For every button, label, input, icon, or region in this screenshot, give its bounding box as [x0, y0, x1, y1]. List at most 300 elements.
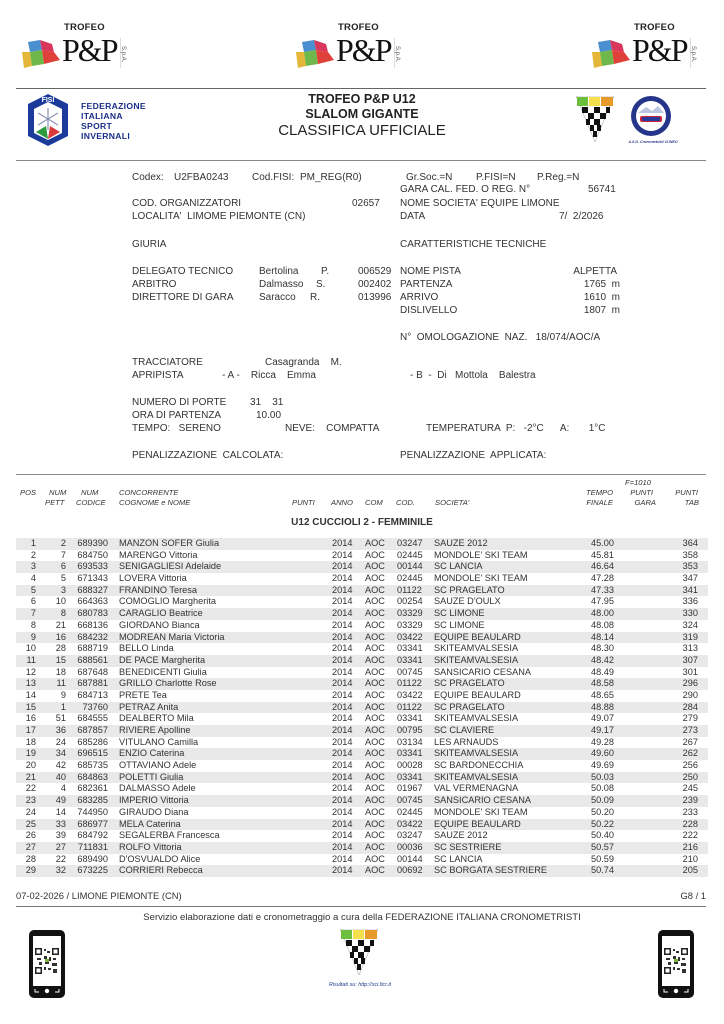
cell-name: BELLO Linda — [119, 643, 174, 654]
cell-pos: 27 — [25, 841, 36, 852]
cell-societa: EQUIPE BEAULARD — [434, 818, 521, 829]
cuneo-caption: A.S.D. Cronometristi CUNEO — [628, 140, 678, 144]
fisi-line: ITALIANA — [81, 111, 123, 121]
cell-tempo: 47.95 — [591, 596, 614, 607]
ficr-pennant-icon — [340, 929, 378, 975]
cell-pett: 2 — [60, 538, 66, 548]
cell-codice: 689390 — [77, 538, 108, 548]
cell-pos: 29 — [25, 865, 36, 876]
giuria-label: GIURIA — [132, 239, 167, 250]
cell-punti-tab: 205 — [682, 865, 698, 876]
cell-com: AOC — [365, 619, 385, 630]
results-link[interactable]: Risultati su: http://sci.ficr.it — [328, 982, 392, 988]
phone-screen — [662, 936, 690, 986]
results-table — [0, 538, 724, 877]
cell-tempo: 49.07 — [591, 713, 614, 724]
cell-name: DEALBERTO Mila — [119, 713, 194, 724]
cell-anno: 2014 — [332, 853, 353, 864]
header-num: NUM — [49, 488, 67, 497]
cell-pett: 24 — [55, 736, 66, 747]
cell-anno: 2014 — [332, 830, 353, 841]
table-row — [16, 620, 708, 632]
cell-pos: 9 — [30, 631, 36, 642]
cell-tempo: 47.33 — [591, 584, 614, 595]
codex-label: Codex: — [132, 172, 164, 183]
cell-pos: 2 — [30, 549, 36, 560]
cell-pos: 22 — [25, 783, 36, 794]
porte-label: NUMERO DI PORTE — [132, 397, 227, 408]
cell-anno: 2014 — [332, 783, 353, 794]
cell-cod: 00745 — [397, 666, 423, 677]
fisi-line: SPORT — [81, 121, 113, 131]
table-row — [16, 842, 708, 854]
cell-pett: 34 — [55, 748, 66, 759]
data-value: 7/ 2/2026 — [559, 211, 604, 222]
gara-label: GARA CAL. FED. O REG. N° — [400, 184, 531, 195]
cell-punti-tab: 319 — [682, 631, 698, 642]
cell-cod: 03422 — [397, 818, 423, 829]
cell-cod: 03247 — [397, 830, 423, 841]
table-row — [16, 655, 708, 667]
tracciatore-label: TRACCIATORE — [132, 357, 203, 368]
cell-tempo: 48.58 — [591, 678, 614, 689]
cell-name: POLETTI Giulia — [119, 771, 184, 782]
cell-punti-tab: 353 — [682, 561, 698, 572]
cell-tempo: 46.64 — [591, 561, 614, 572]
temperatura: TEMPERATURA P: -2°C A: 1°C — [426, 423, 606, 434]
cell-pos: 21 — [25, 771, 36, 782]
cell-pett: 42 — [55, 760, 66, 771]
cell-tempo: 50.59 — [591, 853, 614, 864]
fisi-logo-icon — [26, 92, 70, 148]
cod-fisi-value: PM_REG(R0) — [300, 172, 362, 183]
cell-name: DALMASSO Adele — [119, 783, 196, 794]
cell-codice: 689490 — [77, 853, 108, 864]
cell-punti-tab: 239 — [682, 795, 698, 806]
cell-tempo: 50.20 — [591, 806, 614, 817]
cell-pett: 21 — [55, 619, 66, 630]
logo-brand-text: P&P — [336, 32, 391, 68]
cell-pos: 26 — [25, 830, 36, 841]
cell-anno: 2014 — [332, 725, 353, 735]
cell-pett: 1 — [60, 701, 66, 712]
tech-label: NOME PISTA — [400, 266, 461, 277]
cell-societa: LES ARNAUDS — [434, 736, 499, 747]
cell-societa: EQUIPE BEAULARD — [434, 689, 521, 700]
cell-anno: 2014 — [332, 760, 353, 771]
footer-page-code: G8 / 1 — [680, 890, 706, 901]
pp-logo-center — [296, 10, 416, 70]
cell-pos: 18 — [25, 736, 36, 747]
cell-punti-tab: 233 — [682, 806, 698, 817]
cell-anno: 2014 — [332, 736, 353, 747]
official-code: 006529 — [358, 266, 392, 277]
cell-cod: 00028 — [397, 760, 423, 771]
cell-tempo: 48.08 — [591, 619, 614, 630]
cell-pett: 28 — [55, 643, 66, 654]
cell-name: MODREAN Maria Victoria — [119, 631, 225, 642]
cell-name: CARAGLIO Beatrice — [119, 608, 203, 619]
cell-punti-tab: 307 — [682, 654, 698, 665]
cell-cod: 03341 — [397, 654, 423, 665]
cell-pett: 32 — [55, 865, 66, 876]
cell-anno: 2014 — [332, 748, 353, 759]
neve: NEVE: COMPATTA — [285, 423, 380, 434]
table-row — [16, 573, 708, 585]
tech-value: 1807 m — [583, 305, 620, 316]
cell-com: AOC — [365, 689, 385, 700]
cell-societa: SC BARDONECCHIA — [434, 760, 524, 771]
title-trophy: TROFEO P&P U12 — [308, 92, 416, 106]
cod-fisi-label: Cod.FISI: — [252, 172, 295, 183]
service-credit: Servizio elaborazione dati e cronometraggio a cura della FEDERAZIONE ITALIANA CRONOMETRISTI — [143, 912, 581, 923]
cell-name: LOVERA Vittoria — [119, 573, 187, 584]
cell-tempo: 45.81 — [591, 549, 614, 560]
cell-tempo: 48.42 — [591, 654, 614, 665]
cell-codice: 684713 — [77, 689, 108, 700]
cell-codice: 687881 — [77, 678, 108, 689]
logo-spa-text: S.p.A. — [690, 46, 696, 63]
header-tempo: TEMPO — [585, 488, 613, 497]
cell-tempo: 48.00 — [591, 608, 614, 619]
table-row — [16, 643, 708, 655]
cell-anno: 2014 — [332, 713, 353, 724]
cell-codice: 696515 — [77, 748, 108, 759]
cell-anno: 2014 — [332, 573, 353, 584]
table-row — [16, 725, 708, 737]
cell-punti-tab: 301 — [682, 666, 698, 677]
cell-cod: 00254 — [397, 596, 423, 607]
cell-punti-tab: 216 — [682, 841, 698, 852]
cell-tempo: 50.09 — [591, 795, 614, 806]
cell-pos: 8 — [30, 619, 36, 630]
cell-name: RIVIERE Apolline — [119, 725, 191, 735]
cell-tempo: 49.28 — [591, 736, 614, 747]
table-row — [16, 608, 708, 620]
cell-punti-tab: 273 — [682, 725, 698, 735]
cell-anno: 2014 — [332, 596, 353, 607]
cell-anno: 2014 — [332, 771, 353, 782]
cell-com: AOC — [365, 725, 385, 735]
cell-name: PETRAZ Anita — [119, 701, 179, 712]
ficr-pennant-icon — [576, 96, 614, 142]
penalizzazione-applicata: PENALIZZAZIONE APPLICATA: — [400, 450, 547, 461]
qr-code-icon — [35, 946, 59, 976]
official-role: DELEGATO TECNICO — [132, 266, 234, 277]
table-divider — [16, 474, 706, 475]
cell-com: AOC — [365, 853, 385, 864]
table-row — [16, 667, 708, 679]
cell-name: D'OSVUALDO Alice — [119, 853, 201, 864]
penalizzazione-calcolata: PENALIZZAZIONE CALCOLATA: — [132, 450, 284, 461]
cell-name: CORRIERI Rebecca — [119, 865, 203, 876]
cell-com: AOC — [365, 865, 385, 876]
cell-pett: 8 — [60, 608, 66, 619]
pp-logo-left — [22, 10, 142, 70]
cell-com: AOC — [365, 713, 385, 724]
cell-name: FRANDINO Teresa — [119, 584, 197, 595]
header-pett: PETT — [45, 498, 65, 507]
cell-tempo: 48.49 — [591, 666, 614, 677]
header-tab: TAB — [684, 498, 699, 507]
cell-anno: 2014 — [332, 841, 353, 852]
cod-org-label: COD. ORGANIZZATORI — [132, 198, 242, 209]
cell-punti-tab: 364 — [682, 538, 698, 548]
cell-com: AOC — [365, 783, 385, 794]
cell-anno: 2014 — [332, 584, 353, 595]
header-punti: PUNTI — [292, 498, 315, 507]
cell-codice: 684232 — [77, 631, 108, 642]
title-divider — [16, 160, 706, 161]
cell-anno: 2014 — [332, 549, 353, 560]
cell-punti-tab: 228 — [682, 818, 698, 829]
cell-pett: 7 — [60, 549, 66, 560]
table-row — [16, 632, 708, 644]
phone-screen — [33, 936, 61, 986]
footer-date-place: 07-02-2026 / LIMONE PIEMONTE (CN) — [16, 890, 182, 901]
tech-label: DISLIVELLO — [400, 305, 458, 316]
p-reg: P.Reg.=N — [537, 172, 580, 183]
cell-codice: 684863 — [77, 771, 108, 782]
cell-cod: 03422 — [397, 631, 423, 642]
cell-name: VITULANO Camilla — [119, 736, 199, 747]
cell-societa: SAUZE 2012 — [434, 830, 488, 841]
logo-trofeo-text: TROFEO — [64, 22, 105, 33]
cell-com: AOC — [365, 760, 385, 771]
cell-codice: 688561 — [77, 654, 108, 665]
cell-pos: 25 — [25, 818, 36, 829]
cell-societa: SKITEAMVALSESIA — [434, 654, 519, 665]
fisi-badge-text: FISI — [41, 97, 55, 104]
pp-logo-right — [592, 10, 712, 70]
cell-societa: EQUIPE BEAULARD — [434, 631, 521, 642]
cell-cod: 03341 — [397, 643, 423, 654]
apripista-label: APRIPISTA — [132, 370, 184, 381]
cell-name: DE PACE Margherita — [119, 654, 206, 665]
cell-anno: 2014 — [332, 689, 353, 700]
cell-tempo: 49.17 — [591, 725, 614, 735]
cell-pett: 11 — [56, 678, 66, 689]
cell-com: AOC — [365, 678, 385, 689]
cell-com: AOC — [365, 666, 385, 677]
cell-name: GIORDANO Bianca — [119, 619, 200, 630]
cell-punti-tab: 313 — [682, 643, 698, 654]
cell-name: OTTAVIANO Adele — [119, 760, 197, 771]
cell-pett: 33 — [55, 818, 66, 829]
cell-tempo: 47.28 — [591, 573, 614, 584]
table-row — [16, 783, 708, 795]
cell-tempo: 50.57 — [591, 841, 614, 852]
cell-codice: 688327 — [77, 584, 108, 595]
cell-anno: 2014 — [332, 666, 353, 677]
cell-tempo: 45.00 — [591, 538, 614, 548]
header-cod: COD. — [396, 498, 415, 507]
table-row — [16, 795, 708, 807]
cell-cod: 00144 — [397, 561, 423, 572]
cell-anno: 2014 — [332, 701, 353, 712]
cell-pett: 36 — [55, 725, 66, 735]
cell-punti-tab: 358 — [682, 549, 698, 560]
cell-punti-tab: 330 — [682, 608, 698, 619]
tempo-meteo: TEMPO: SERENO — [132, 423, 221, 434]
cell-pett: 27 — [55, 841, 66, 852]
cell-punti-tab: 324 — [682, 619, 698, 630]
cell-punti-tab: 245 — [682, 783, 698, 794]
cell-pos: 10 — [25, 643, 36, 654]
cell-pett: 40 — [55, 771, 66, 782]
cell-societa: MONDOLE' SKI TEAM — [434, 573, 528, 584]
official-surname: Bertolina — [259, 266, 299, 277]
header-factor: F=1010 — [625, 478, 651, 487]
cell-cod: 01122 — [397, 701, 422, 712]
header-com: COM — [365, 498, 383, 507]
cell-tempo: 50.08 — [591, 783, 614, 794]
cell-societa: SC LANCIA — [434, 561, 483, 572]
table-row — [16, 854, 708, 866]
cell-com: AOC — [365, 806, 385, 817]
table-row — [16, 550, 708, 562]
table-row — [16, 596, 708, 608]
tracciatore-value: Casagranda M. — [265, 357, 342, 368]
ora-label: ORA DI PARTENZA — [132, 410, 222, 421]
cell-pos: 1 — [30, 538, 36, 548]
cronometristi-cuneo-logo-icon — [630, 95, 672, 137]
cell-societa: SC SESTRIERE — [434, 841, 502, 852]
cell-punti-tab: 341 — [682, 584, 698, 595]
apripista-a: - A - Ricca Emma — [222, 370, 316, 381]
qr-phone-right[interactable] — [658, 930, 694, 998]
cod-org-value: 02657 — [352, 198, 380, 209]
cell-codice: 680783 — [77, 608, 108, 619]
p-fisi: P.FISI=N — [476, 172, 516, 183]
cell-pos: 14 — [25, 689, 36, 700]
cell-cod: 03329 — [397, 619, 423, 630]
table-row — [16, 538, 708, 550]
header-punti-tab: PUNTI — [675, 488, 698, 497]
localita: LOCALITA' LIMOME PIEMONTE (CN) — [132, 211, 306, 222]
cell-pos: 19 — [25, 748, 36, 759]
cell-societa: SKITEAMVALSESIA — [434, 748, 519, 759]
table-row — [16, 760, 708, 772]
cell-com: AOC — [365, 748, 385, 759]
cell-codice: 693533 — [77, 561, 108, 572]
cell-pett: 15 — [55, 654, 66, 665]
cell-cod: 02445 — [397, 549, 423, 560]
puzzle-icon — [296, 40, 334, 68]
cell-com: AOC — [365, 654, 385, 665]
table-row — [16, 830, 708, 842]
cell-codice: 685286 — [77, 736, 108, 747]
cell-anno: 2014 — [332, 795, 353, 806]
phone-buttons-icon — [33, 988, 61, 994]
cell-tempo: 50.22 — [591, 818, 614, 829]
cell-cod: 01122 — [397, 584, 422, 595]
cell-pos: 15 — [25, 701, 36, 712]
cell-cod: 03134 — [397, 736, 423, 747]
cell-pos: 23 — [25, 795, 36, 806]
cell-codice: 684792 — [77, 830, 108, 841]
cell-codice: 688719 — [77, 643, 108, 654]
cell-name: BENEDICENTI Giulia — [119, 666, 207, 677]
tech-value: ALPETTA — [573, 266, 617, 277]
cell-cod: 02445 — [397, 806, 423, 817]
cell-codice: 684555 — [77, 713, 108, 724]
cell-punti-tab: 296 — [682, 678, 698, 689]
cell-cod: 03329 — [397, 608, 423, 619]
header-pos: POS — [20, 488, 37, 497]
header-anno: ANNO — [331, 498, 353, 507]
cell-tempo: 48.14 — [591, 631, 614, 642]
cell-codice: 744950 — [77, 806, 108, 817]
cell-tempo: 48.30 — [591, 643, 614, 654]
official-role: ARBITRO — [132, 279, 177, 290]
cell-com: AOC — [365, 573, 385, 584]
cell-name: ROLFO Vittoria — [119, 841, 182, 852]
header-punti-gara: PUNTI — [630, 488, 653, 497]
official-initial: P. — [321, 266, 330, 277]
official-initial: R. — [310, 292, 320, 303]
cell-tempo: 50.03 — [591, 771, 614, 782]
cell-name: SEGALERBA Francesca — [119, 830, 220, 841]
cell-cod: 03247 — [397, 538, 423, 548]
cell-pett: 51 — [55, 713, 66, 724]
category-title: U12 CUCCIOLI 2 - FEMMINILE — [291, 517, 433, 528]
logo-spa-text: S.p.A. — [394, 46, 400, 63]
cell-name: MARENGO Vittoria — [119, 549, 198, 560]
table-row — [16, 819, 708, 831]
table-row — [16, 772, 708, 784]
cell-pett: 39 — [55, 830, 66, 841]
cell-societa: SC PRAGELATO — [434, 701, 505, 712]
cell-tempo: 48.65 — [591, 689, 614, 700]
fisi-name — [81, 101, 146, 141]
cell-tempo: 48.88 — [591, 701, 614, 712]
cell-anno: 2014 — [332, 806, 353, 817]
qr-phone-left[interactable] — [29, 930, 65, 998]
cell-punti-tab: 290 — [682, 689, 698, 700]
cell-societa: SANSICARIO CESANA — [434, 795, 532, 806]
official-surname: Saracco — [259, 292, 296, 303]
title-discipline: SLALOM GIGANTE — [305, 107, 419, 121]
cell-pos: 28 — [25, 853, 36, 864]
cell-pos: 16 — [25, 713, 36, 724]
cell-punti-tab: 336 — [682, 596, 698, 607]
cell-com: AOC — [365, 549, 385, 560]
fisi-line: FEDERAZIONE — [81, 101, 146, 111]
logo-trofeo-text: TROFEO — [338, 22, 379, 33]
cell-cod: 00692 — [397, 865, 423, 876]
cell-societa: VAL VERMENAGNA — [434, 783, 519, 794]
caratteristiche-label: CARATTERISTICHE TECNICHE — [400, 239, 547, 250]
cell-societa: MONDOLE' SKI TEAM — [434, 806, 528, 817]
cell-codice: 671343 — [77, 573, 108, 584]
cell-com: AOC — [365, 643, 385, 654]
cell-anno: 2014 — [332, 561, 353, 572]
cell-societa: SC BORGATA SESTRIERE — [434, 865, 547, 876]
cell-societa: SC LIMONE — [434, 619, 485, 630]
puzzle-icon — [22, 40, 60, 68]
cell-com: AOC — [365, 795, 385, 806]
gara-value: 56741 — [588, 184, 616, 195]
fisi-line: INVERNALI — [81, 131, 131, 141]
cell-name: PRETE Tea — [119, 689, 167, 700]
puzzle-icon — [592, 40, 630, 68]
footer-divider — [16, 906, 706, 907]
cell-anno: 2014 — [332, 631, 353, 642]
cell-codice: 711831 — [78, 841, 108, 852]
cell-com: AOC — [365, 631, 385, 642]
cell-societa: SAUZE 2012 — [434, 538, 488, 548]
